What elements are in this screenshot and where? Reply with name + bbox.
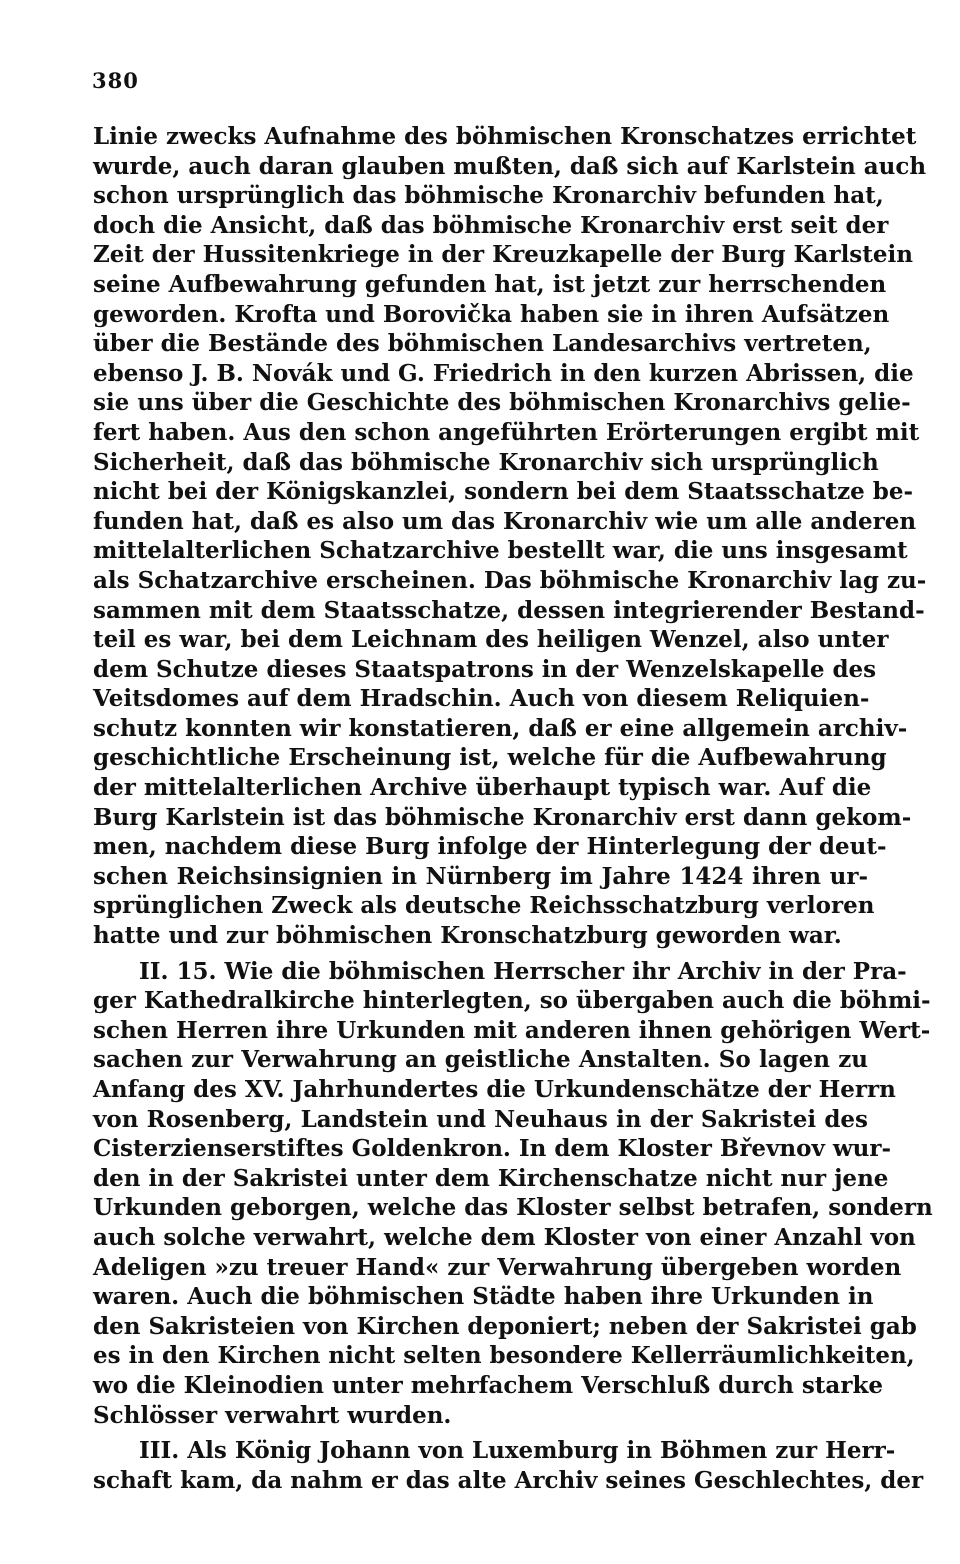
text-line: sachen zur Verwahrung an geistliche Anstalten. So lagen zu <box>93 1046 868 1074</box>
text-line: Linie zwecks Aufnahme des böhmischen Kronschatzes errichtet <box>93 123 917 150</box>
text-line: Veitsdomes auf dem Hradschin. Auch von diesem Reliquien- <box>93 685 870 713</box>
text-line: schon ursprünglich das böhmische Kronarchiv befunden hat, <box>93 182 884 210</box>
text-line: sprünglichen Zweck als deutsche Reichsschatzburg verloren <box>93 892 875 920</box>
text-line: wo die Kleinodien unter mehrfachem Verschluß durch starke <box>93 1371 884 1399</box>
text-line: nicht bei der Königskanzlei, sondern bei dem Staatsschatze be- <box>93 478 914 506</box>
text-line: seine Aufbewahrung gefunden hat, ist jetzt zur herrschenden <box>93 270 887 298</box>
page-number: 380 <box>92 68 139 93</box>
text-line: hatte und zur böhmischen Kronschatzburg geworden war. <box>93 922 842 950</box>
text-line: Urkunden geborgen, welche das Kloster selbst betrafen, sondern <box>93 1194 933 1222</box>
text-line: Burg Karlstein ist das böhmische Kronarchiv erst dann gekom- <box>93 803 912 831</box>
text-line: ebenso J. B. Novák und G. Friedrich in den kurzen Abrissen, die <box>93 359 914 387</box>
paragraph-3 <box>93 1436 924 1495</box>
text-line: doch die Ansicht, daß das böhmische Kronarchiv erst seit der <box>93 211 889 239</box>
text-line: schen Herren ihre Urkunden mit anderen ihnen gehörigen Wert- <box>93 1016 931 1044</box>
text-line: Anfang des XV. Jahrhundertes die Urkundenschätze der Herrn <box>93 1076 896 1103</box>
text-line: Zeit der Hussitenkriege in der Kreuzkapelle der Burg Karlstein <box>93 241 913 269</box>
text-line: Adeligen »zu treuer Hand« zur Verwahrung übergeben worden <box>93 1253 902 1281</box>
text-line: waren. Auch die böhmischen Städte haben ihre Urkunden in <box>93 1283 874 1311</box>
text-line: den in der Sakristei unter dem Kirchenschatze nicht nur jene <box>93 1164 889 1192</box>
text-line: men, nachdem diese Burg infolge der Hinterlegung der deut- <box>93 833 887 861</box>
text-line: III. Als König Johann von Luxemburg in Böhmen zur Herr- <box>139 1437 896 1465</box>
text-line: ger Kathedralkirche hinterlegten, so übergaben auch die böhmi- <box>93 987 931 1015</box>
paragraph-1 <box>93 122 927 951</box>
text-line: Schlösser verwahrt wurden. <box>93 1401 452 1429</box>
text-line: sie uns über die Geschichte des böhmischen Kronarchivs gelie- <box>93 389 911 417</box>
text-line: sammen mit dem Staatsschatze, dessen integrierender Bestand- <box>93 596 925 624</box>
text-line: der mittelalterlichen Archive überhaupt typisch war. Auf die <box>93 774 872 802</box>
text-line: schen Reichsinsignien in Nürnberg im Jahre 1424 ihren ur- <box>93 862 868 890</box>
text-line: Sicherheit, daß das böhmische Kronarchiv sich ursprünglich <box>93 448 879 476</box>
text-line: geworden. Krofta und Borovička haben sie in ihren Aufsätzen <box>93 300 890 328</box>
paragraph-2 <box>93 957 933 1431</box>
text-line: schaft kam, da nahm er das alte Archiv seines Geschlechtes, der <box>93 1466 924 1494</box>
text-line: II. 15. Wie die böhmischen Herrscher ihr Archiv in der Pra- <box>139 957 907 985</box>
text-line: den Sakristeien von Kirchen deponiert; neben der Sakristei gab <box>93 1312 917 1340</box>
text-line: auch solche verwahrt, welche dem Kloster von einer Anzahl von <box>93 1223 916 1251</box>
text-line: von Rosenberg, Landstein und Neuhaus in der Sakristei des <box>93 1105 868 1133</box>
text-line: wurde, auch daran glauben mußten, daß sich auf Karlstein auch <box>93 152 927 180</box>
text-line: teil es war, bei dem Leichnam des heiligen Wenzel, also unter <box>93 626 889 654</box>
body-text <box>93 122 933 1495</box>
text-line: es in den Kirchen nicht selten besondere Kellerräumlichkeiten, <box>93 1342 915 1370</box>
text-line: als Schatzarchive erscheinen. Das böhmische Kronarchiv lag zu- <box>93 566 927 594</box>
text-line: funden hat, daß es also um das Kronarchiv wie um alle anderen <box>93 507 917 535</box>
text-line: schutz konnten wir konstatieren, daß er eine allgemein archiv- <box>93 714 908 742</box>
text-line: fert haben. Aus den schon angeführten Erörterungen ergibt mit <box>93 418 920 446</box>
text-line: dem Schutze dieses Staatspatrons in der Wenzelskapelle des <box>93 655 877 683</box>
text-line: mittelalterlichen Schatzarchive bestellt war, die uns insgesamt <box>93 537 908 565</box>
text-line: über die Bestände des böhmischen Landesarchivs vertreten, <box>93 330 872 358</box>
text-line: Cisterzienserstiftes Goldenkron. In dem Kloster Břevnov wur- <box>93 1135 892 1163</box>
text-line: geschichtliche Erscheinung ist, welche für die Aufbewahrung <box>93 744 887 772</box>
